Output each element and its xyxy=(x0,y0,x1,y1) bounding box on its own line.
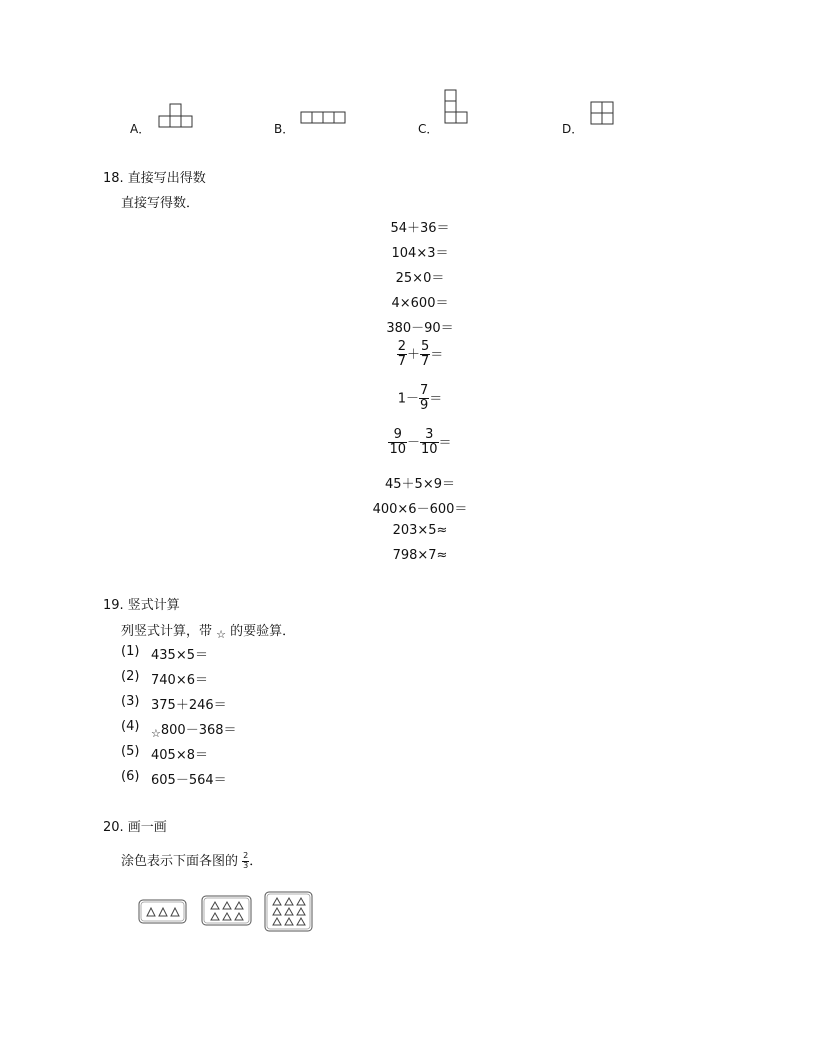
q19-instruction: 列竖式计算，带 $_☆$ 的要验算． xyxy=(121,624,296,641)
equation-row: 4×600＝ xyxy=(391,296,449,311)
fraction-equation-1: $\frac{2}{7}$ ＋ $\frac{5}{7}$ ＝ xyxy=(397,339,444,370)
list-item-expr: 740×6＝ xyxy=(151,673,208,688)
list-item-expr: 605－564＝ xyxy=(151,773,227,788)
equation-row: 400×6－600＝ xyxy=(372,502,468,517)
equation-row: 798×7≈ xyxy=(392,548,448,563)
option-c-label: C． xyxy=(418,122,439,136)
q18-title: 18. 直接写出得数 xyxy=(103,171,206,186)
row-of-four-squares-icon xyxy=(300,111,348,125)
fraction-equation-3: $\frac{9}{10}$ － $\frac{3}{10}$ ＝ xyxy=(389,427,452,458)
option-b-label: B． xyxy=(274,122,295,136)
fraction: $\frac{3}{10}$ xyxy=(421,427,438,458)
fraction: $\frac{9}{10}$ xyxy=(389,427,406,458)
star-icon: ☆ xyxy=(216,628,227,641)
t-block-icon xyxy=(158,103,194,129)
q20-instruction: 涂色表示下面各图的 $\frac{2}{3}$ ． xyxy=(121,851,263,870)
fraction: $\frac{7}{9}$ xyxy=(419,383,429,414)
equation-row: 104×3＝ xyxy=(391,246,449,261)
equation-row: 54＋36＝ xyxy=(390,221,450,236)
fraction: $\frac{5}{7}$ xyxy=(421,339,430,370)
q20-title: 20. 画一画 xyxy=(103,820,167,835)
q18-instruction: 直接写得数． xyxy=(121,196,200,211)
list-item: (2) xyxy=(121,669,140,684)
box-of-6-triangles-icon[interactable] xyxy=(201,895,253,927)
two-by-two-grid-icon xyxy=(590,101,616,127)
equation-row: 203×5≈ xyxy=(392,523,448,538)
list-item: (6) xyxy=(121,769,140,784)
box-of-9-triangles-icon[interactable] xyxy=(264,891,314,933)
box-of-3-triangles-icon[interactable] xyxy=(138,899,188,925)
list-item: (3) xyxy=(121,694,140,709)
option-a-label: A． xyxy=(130,122,151,136)
list-item-expr: $_☆$800－368＝ xyxy=(151,723,237,740)
list-item-expr: 375＋246＝ xyxy=(151,698,227,713)
equation-row: 45＋5×9＝ xyxy=(385,477,455,492)
equation-row: 25×0＝ xyxy=(395,271,445,286)
list-item: (5) xyxy=(121,744,140,759)
fraction: $\frac{2}{3}$ xyxy=(243,851,249,870)
list-item-expr: 435×5＝ xyxy=(151,648,208,663)
fraction: $\frac{2}{7}$ xyxy=(397,339,406,370)
list-item-expr: 405×8＝ xyxy=(151,748,208,763)
l-block-icon xyxy=(444,89,470,127)
list-item: (1) xyxy=(121,644,140,659)
star-icon: ☆ xyxy=(151,727,161,740)
equation-row: 380－90＝ xyxy=(386,321,454,336)
option-d-label: D． xyxy=(562,122,584,136)
list-item: (4) xyxy=(121,719,140,734)
fraction-equation-2: 1－ $\frac{7}{9}$ ＝ xyxy=(397,383,443,414)
q19-title: 19. 竖式计算 xyxy=(103,598,180,613)
